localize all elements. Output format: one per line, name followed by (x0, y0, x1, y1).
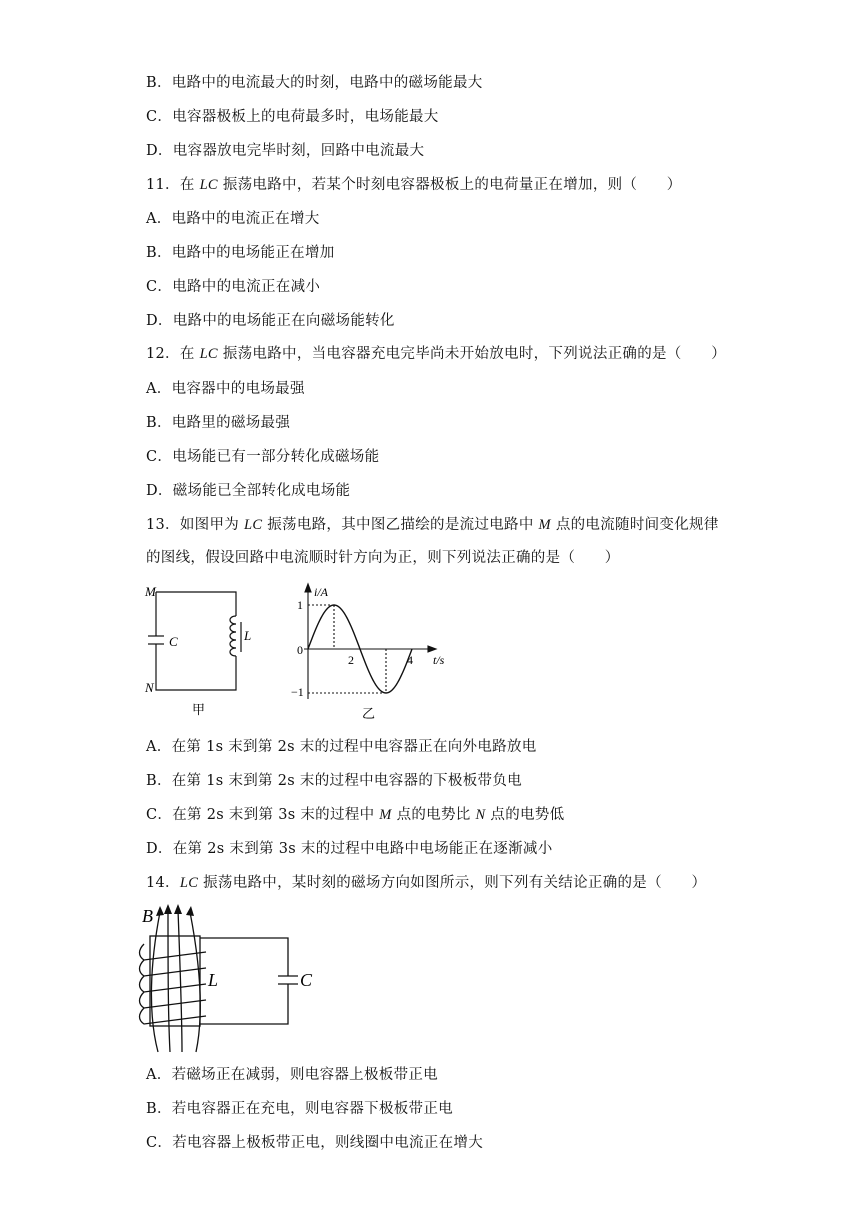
q14-option-b: B．若电容器正在充电，则电容器下极板带正电 (146, 1101, 453, 1117)
tick-x-2: 2 (348, 653, 354, 667)
q12-stem: 12．在 LC 振荡电路中，当电容器充电完毕尚未开始放电时，下列说法正确的是（ ） (146, 346, 727, 362)
tick-origin: 0 (297, 643, 303, 657)
q13-option-d: D．在第 2s 末到第 3s 末的过程中电路中电场能正在逐渐减小 (146, 841, 553, 857)
label-l: L (244, 628, 252, 643)
label-m: M (145, 584, 156, 599)
current-time-chart (290, 582, 450, 722)
y-axis-arrow (305, 584, 311, 592)
q14-stem: 14．LC 振荡电路中，某时刻的磁场方向如图所示，则下列有关结论正确的是（ ） (146, 875, 707, 891)
label-c: C (300, 970, 313, 990)
q13-stem-line2: 的图线，假设回路中电流顺时针方向为正，则下列说法正确的是（ ） (146, 550, 620, 566)
q11-option-d: D．电路中的电场能正在向磁场能转化 (146, 313, 395, 329)
tick-y-top: 1 (297, 598, 303, 612)
q10-option-c: C．电容器极板上的电荷最多时，电场能最大 (146, 109, 439, 125)
q12-option-d: D．磁场能已全部转化成电场能 (146, 483, 351, 499)
label-n: N (145, 680, 154, 695)
q11-option-c: C．电路中的电流正在减小 (146, 279, 321, 295)
q13-option-a: A．在第 1s 末到第 2s 末的过程中电容器正在向外电路放电 (146, 739, 537, 755)
lc-circuit-diagram (140, 578, 250, 718)
q13-option-b: B．在第 1s 末到第 2s 末的过程中电容器的下极板带负电 (146, 773, 522, 789)
label-l: L (208, 970, 219, 990)
label-b: B (142, 906, 153, 926)
q14-option-c: C．若电容器上极板带正电，则线圈中电流正在增大 (146, 1135, 483, 1151)
q13-stem-line1: 13．如图甲为 LC 振荡电路，其中图乙描绘的是流过电路中 M 点的电流随时间变化规律 (146, 517, 719, 533)
y-axis-label: i/A (314, 585, 328, 599)
solenoid-diagram (138, 904, 328, 1054)
label-c: C (169, 634, 178, 649)
q10-option-d: D．电容器放电完毕时刻，回路中电流最大 (146, 143, 425, 159)
caption-yi: 乙 (362, 706, 376, 721)
q10-option-b: B．电路中的电流最大的时刻，电路中的磁场能最大 (146, 75, 483, 91)
q12-option-a: A．电容器中的电场最强 (146, 381, 305, 397)
q11-stem: 11．在 LC 振荡电路中，若某个时刻电容器极板上的电荷量正在增加，则（ ） (146, 177, 682, 193)
q14-option-a: A．若磁场正在减弱，则电容器上极板带正电 (146, 1067, 438, 1083)
caption-jia: 甲 (192, 702, 206, 717)
q11-option-b: B．电路中的电场能正在增加 (146, 245, 335, 261)
q11-option-a: A．电路中的电流正在增大 (146, 211, 320, 227)
tick-y-bottom: −1 (291, 685, 304, 699)
tick-x-4: 4 (407, 653, 413, 667)
x-axis-label: t/s (433, 653, 445, 667)
x-axis-arrow (428, 646, 436, 652)
q13-option-c: C．在第 2s 末到第 3s 末的过程中 M 点的电势比 N 点的电势低 (146, 807, 565, 823)
q12-option-c: C．电场能已有一部分转化成磁场能 (146, 449, 380, 465)
q12-option-b: B．电路里的磁场最强 (146, 415, 291, 431)
